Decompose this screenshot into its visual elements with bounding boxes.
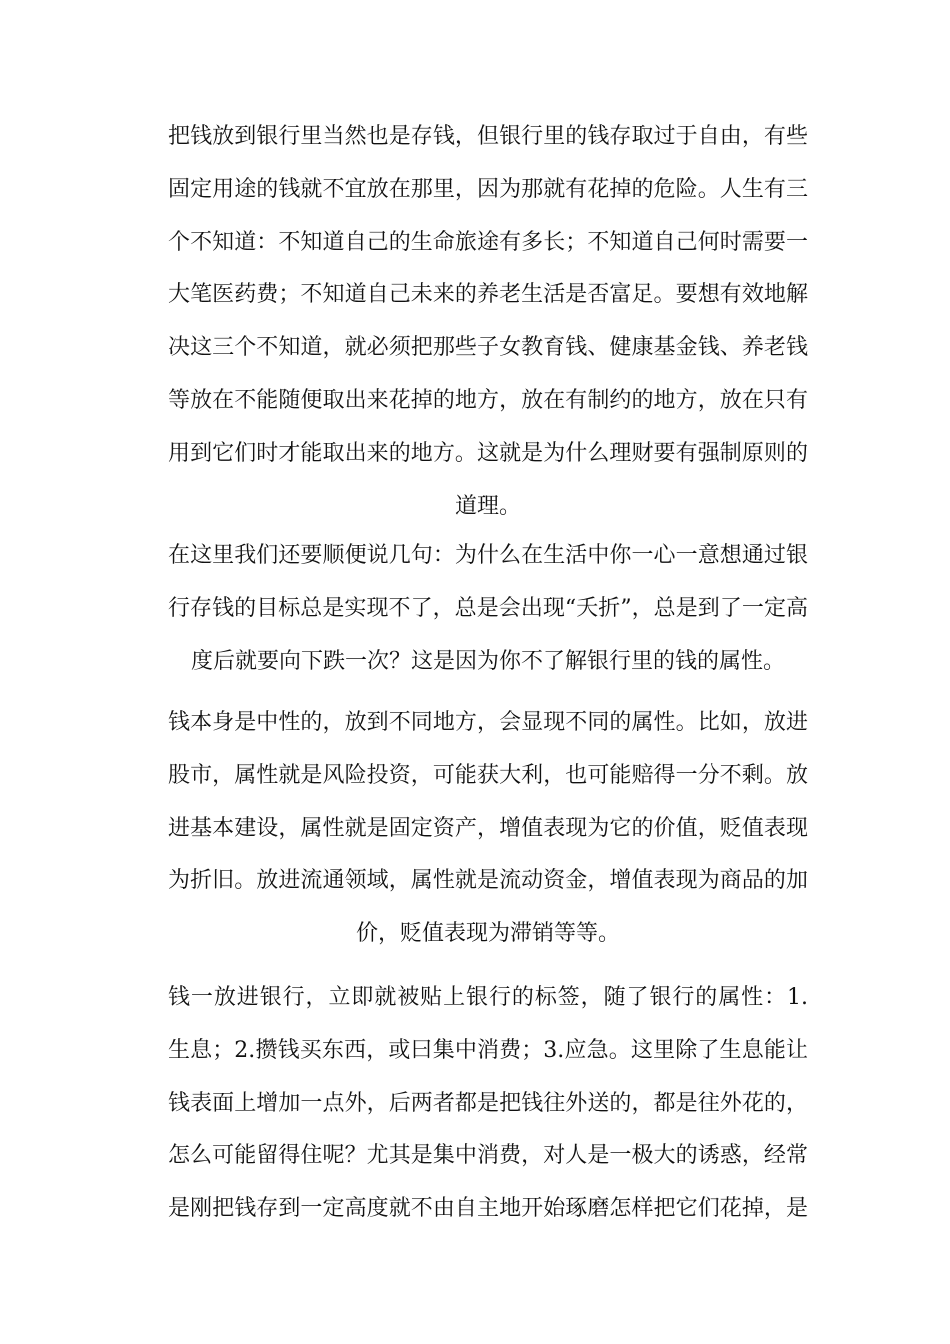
paragraph-2 bbox=[168, 530, 808, 688]
text-line: 行存钱的目标总是实现不了，总是会出现“夭折”，总是到了一定高 bbox=[168, 595, 808, 621]
text-line: 钱一放进银行，立即就被贴上银行的标签，随了银行的属性：1. bbox=[168, 985, 808, 1010]
text-line: 在这里我们还要顺便说几句：为什么在生活中你一心一意想通过银 bbox=[168, 543, 808, 568]
paragraph-3 bbox=[168, 697, 808, 961]
text-line: 用到它们时才能取出来的地方。这就是为什么理财要有强制原则的 bbox=[168, 440, 808, 466]
text-line: 怎么可能留得住呢？尤其是集中消费，对人是一极大的诱惑，经常 bbox=[168, 1143, 808, 1169]
text-line: 等放在不能随便取出来花掉的地方，放在有制约的地方，放在只有 bbox=[168, 387, 808, 413]
text-line: 道理。 bbox=[454, 493, 521, 519]
text-line: 大笔医药费；不知道自己未来的养老生活是否富足。要想有效地解 bbox=[168, 282, 808, 308]
text-line: 股市，属性就是风险投资，可能获大利，也可能赔得一分不剩。放 bbox=[168, 762, 808, 788]
text-line: 把钱放到银行里当然也是存钱，但银行里的钱存取过于自由，有些 bbox=[168, 124, 808, 149]
text-line: 度后就要向下跌一次？这是因为你不了解银行里的钱的属性。 bbox=[190, 648, 785, 674]
text-line: 价，贬值表现为滞销等等。 bbox=[355, 921, 620, 947]
text-line: 生息；2.攒钱买东西，或曰集中消费；3.应急。这里除了生息能让 bbox=[168, 1037, 808, 1063]
paragraph-4 bbox=[168, 972, 808, 1236]
text-line: 为折旧。放进流通领域，属性就是流动资金，增值表现为商品的加 bbox=[168, 868, 808, 894]
text-line: 决这三个不知道，就必须把那些子女教育钱、健康基金钱、养老钱 bbox=[168, 335, 808, 361]
text-line: 个不知道：不知道自己的生命旅途有多长；不知道自己何时需要一 bbox=[168, 229, 808, 255]
text-line: 钱表面上增加一点外，后两者都是把钱往外送的，都是往外花的， bbox=[168, 1090, 808, 1116]
text-line: 是刚把钱存到一定高度就不由自主地开始琢磨怎样把它们花掉，是 bbox=[168, 1196, 808, 1222]
paragraph-1 bbox=[168, 111, 808, 533]
text-line: 固定用途的钱就不宜放在那里，因为那就有花掉的危险。人生有三 bbox=[168, 176, 808, 202]
text-line: 进基本建设，属性就是固定资产，增值表现为它的价值，贬值表现 bbox=[168, 815, 808, 841]
text-line: 钱本身是中性的，放到不同地方，会显现不同的属性。比如，放进 bbox=[168, 710, 808, 735]
